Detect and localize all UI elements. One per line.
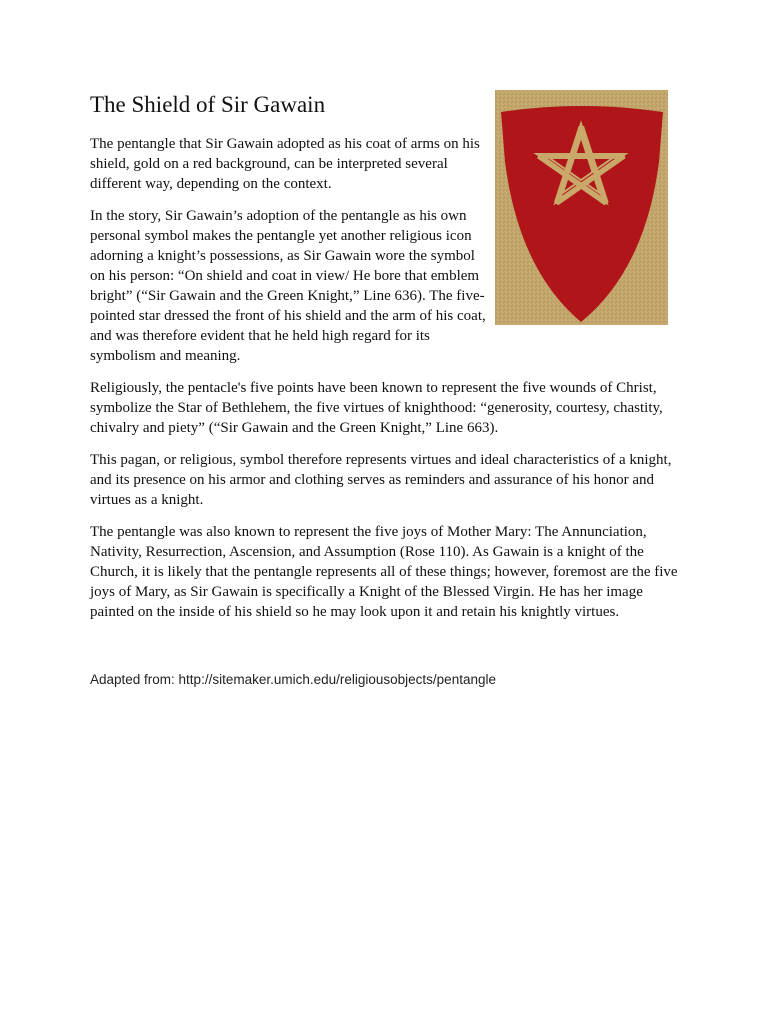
paragraph-1: The pentangle that Sir Gawain adopted as his coat of arms on his shield, gold on a red background, can be interpreted several different way, depending on the context. [90, 136, 480, 192]
document-body [90, 134, 680, 634]
paragraph-4: This pagan, or religious, symbol therefore represents virtues and ideal characteristics of a knight, and its presence on his armor and clothing serves as reminders and assurance of his honor and virtues as a knight. [90, 452, 672, 508]
paragraph-5: The pentangle was also known to represent the five joys of Mother Mary: The Annunciation, Nativity, Resurrection, Ascension, and Assumption (Rose 110). As Gawain is a knight of the Church, it is likely that the pentangle represents all of these things; however, foremost are the five joys of Mary, as Sir Gawain is specifically a Knight of the Blessed Virgin. He has her image painted on the inside of his shield so he may look upon it and retain his knightly virtues. [90, 524, 678, 620]
document-title: The Shield of Sir Gawain [90, 92, 326, 117]
paragraph-3: Religiously, the pentacle's five points have been known to represent the five wounds of Christ, symbolize the Star of Bethlehem, the five virtues of knighthood: “generosity, courtesy, chastity, chivalry and piety” (“Sir Gawain and the Green Knight,” Line 663). [90, 380, 663, 436]
paragraph-2: In the story, Sir Gawain’s adoption of the pentangle as his own personal symbol makes the pentangle yet another religious icon adorning a knight’s possessions, as Sir Gawain wore the symbol on his person: “On shield and coat in view/ He bore that emblem bright” (“Sir Gawain and the Green Knight,” Line 636). The five-pointed star dressed the front of his shield and the arm of his coat, and was therefore evident that he held high regard for its symbolism and meaning. [90, 208, 486, 364]
image-wrap-spacer [488, 134, 680, 328]
source-citation: Adapted from: http://sitemaker.umich.edu/religiousobjects/pentangle [90, 672, 496, 687]
